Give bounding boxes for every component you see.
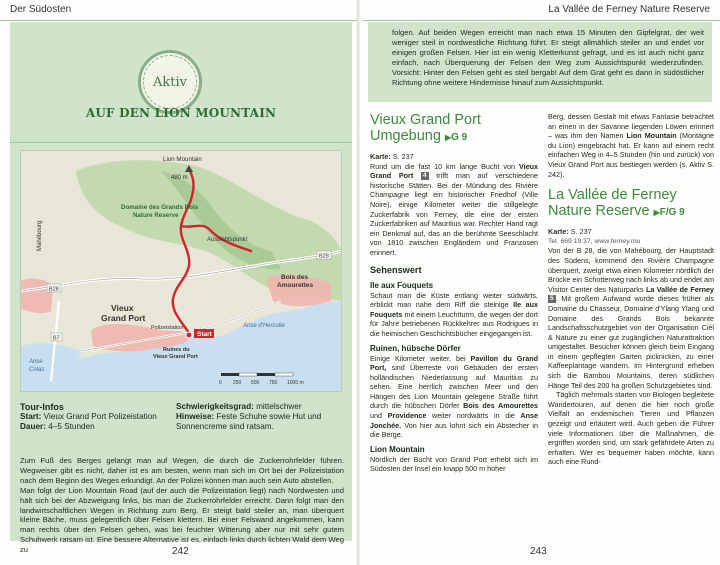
map-grid-reference	[654, 207, 685, 218]
heading-ile-aux-fouquets: Ile aux Fouquets	[370, 280, 434, 290]
tour-hints-label: Hinweise:	[176, 412, 215, 421]
paragraph-ferney-tours: Täglich mehrmals starten von Biologen begleitete Wandertouren, auf denen die hier noch große Vielfalt an endemischen Tieren und Pflanzen gezeigt und erläutert wird. Auch geben die Führer viele Informationen über die Maßnahmen, die ergriffen worden sind, um stark gefährdete Arten zu erhalten. Wer es bequemer haben möchte, kann auch eine Rund-	[548, 390, 714, 467]
right-column-1	[370, 112, 538, 474]
map-number-badge: 5	[550, 295, 554, 303]
triangle-right-icon: ▶	[653, 208, 660, 218]
tour-infos-col-1	[20, 402, 170, 432]
map-number-badge: 4	[422, 172, 427, 180]
map-scale-500: 500	[251, 380, 260, 386]
paragraph-lion-continued: Berg, dessen Gestalt mit etwas Fantasie betrachtet an einen in der Savanne liegenden Löwen erinnert – was ihm den Namen Lion Mountain (Montagne du Lion) eingebracht hat. Er kann auf einem recht einfachen Weg in 4–5 Stunden (hin und zurück) von Vieux Grand Port aus bestiegen werden (s. Aktiv S. 242).	[548, 112, 715, 179]
section-title-text: La Vallée de Ferney Nature Reserve	[548, 187, 677, 220]
tour-dauer-row	[20, 422, 170, 432]
map-label-start: Start	[197, 331, 212, 338]
tour-hints-value: Feste Schuhe sowie Hut und Sonnencreme sind ratsam.	[176, 412, 322, 431]
map-label-aussichtspunkt: Aussichtspunkt	[207, 237, 248, 243]
aktiv-badge-label: Aktiv	[143, 55, 197, 109]
left-page-number: 242	[172, 546, 189, 557]
left-running-head: Der Südosten	[10, 4, 72, 15]
tour-start-label: Start:	[20, 412, 42, 421]
aktiv-divider	[10, 142, 352, 143]
karte-label: Karte:	[548, 227, 569, 237]
tour-infos-heading: Tour-Infos	[20, 402, 64, 412]
paragraph-fouquets: Schaut man die Küste entlang weiter südwärts, erblickt man nahe dem Riff die steinige Ile aux Fouquets mit einem Leuchtturm, die wegen der dort für Jahre betriebenen Rückkehrer aus Rodrigues in die heimischen Geschichtsbücher eingegangen ist.	[370, 290, 539, 338]
aktiv-paragraph: Zum Fuß des Berges gelangt man auf Wegen, die durch die Zuckerrohrfelder führen. Wegweiser gibt es nicht, daher ist es am besten, wenn man sich im Ort bei der Polizeistation nach dem Beginn des Weges erkundigt. An der Polizei können man auch sein Auto abstellen.	[20, 456, 344, 485]
section-title-vieux-grand-port	[370, 112, 538, 146]
intro-paragraph: Rund um die fast 10 km lange Bucht von Vieux Grand Port 4 trifft man auf verschiedene historische Stätten. Bei der Mündung des Rivière Champagne liegt ein historischer Friedhof (Ville Noire), einige Kilometer weiter die stillgelegte Zuckerfabrik von Ferney, die eine der ersten Zuckerfabriken auf Mauritius war. Rechter Hand ragt ein Denkmal auf, das an die berühmte Seeschlacht von 1810 zwischen Engländern und Franzosen erinnert.	[370, 161, 538, 257]
hiking-map-svg	[21, 151, 342, 392]
map-reference-line	[548, 227, 714, 237]
triangle-right-icon: ▶	[444, 133, 452, 142]
map-label-reserve-line1: Domaine des Grands Bois	[121, 204, 199, 211]
map-scale-0: 0	[219, 380, 222, 386]
map-label-reserve-line2: Nature Reserve	[133, 212, 179, 219]
right-head-rule	[363, 20, 720, 21]
grid-ref-text: G 9	[451, 132, 468, 143]
map-label-lion-mountain: Lion Mountain	[163, 156, 202, 163]
heading-sehenswert: Sehenswert	[370, 264, 422, 275]
map-label-b7: B7	[53, 335, 60, 342]
map-label-elevation: 480 m	[171, 175, 188, 181]
map-scale-250: 250	[233, 380, 242, 386]
aktiv-title: AUF DEN LION MOUNTAIN	[85, 106, 277, 120]
grid-ref-text: F/G 9	[659, 207, 685, 219]
map-label-ruines: Ruines du Vieux Grand Port	[153, 347, 198, 360]
right-running-head: La Vallée de Ferney Nature Reserve	[548, 4, 710, 15]
hiking-map	[20, 150, 342, 392]
right-page	[360, 0, 720, 565]
tour-difficulty-value: mittelschwer	[256, 402, 302, 411]
section-title-text: Vieux Grand Port Umgebung	[370, 112, 481, 144]
paragraph-lion-mountain: Nördlich der Bucht von Grand Port erhebt sich im Südosten der Insel ein knapp 500 m hoher	[370, 454, 538, 474]
map-reference-line	[370, 152, 538, 162]
aktiv-badge	[138, 50, 202, 114]
karte-label: Karte:	[370, 152, 391, 161]
aktiv-continuation-box: folgen. Auf beiden Wegen erreicht man nach etwa 15 Minuten den Gipfelgrat, der weit weniger steil in nordwestliche Richtung führt. Er steigt allmählich steiler an und endet vor einigen großen Felsen. Hier ist ein wenig Kletterkunst gefragt, und es ist auch nicht ganz einfach, nach Überquerung der Felsen den Weg zum Aussichtspunkt wiederzufinden. Vorsicht: Hinter den Felsen geht es steil bergab! Auf dem Grat geht es dann in südöstlicher Richtung ohne weitere Hindernisse hinauf zum Aussichtspunkt.	[368, 22, 712, 102]
tour-infos-col-2	[176, 402, 346, 432]
aktiv-body-text	[20, 456, 344, 555]
section-title-ferney	[548, 187, 714, 221]
tour-difficulty-label: Schwierigkeitsgrad:	[176, 402, 254, 411]
map-scale-750: 750	[269, 380, 278, 386]
paragraph-ruinen: Einige Kilometer weiter, bei Pavillon du Grand Port, sind Überreste von Gebäuden der ersten holländischen Niederlassung auf Mauritius zu sehen. Eine herrlich zwischen Meer und den Hängen des Lion Mountain gelegene Straße führt durch die hübschen Dörfer Bois des Amourettes und Providence weiter nordwärts in die Anse Jonchée. Von hier aus lohnt sich ein Abstecher in die Berge.	[370, 353, 538, 440]
map-label-anse-colas: Anse Colas	[29, 359, 45, 373]
map-label-vieux-grand-port: Vieux Grand Port	[101, 303, 146, 323]
tour-hints-row	[176, 412, 346, 432]
left-head-rule	[0, 20, 357, 21]
tour-dauer-label: Dauer:	[20, 422, 46, 431]
heading-ruinen: Ruinen, hübsche Dörfer	[370, 343, 461, 353]
tour-start-row	[20, 412, 170, 422]
map-label-polizeistation: Polizeistation	[151, 325, 184, 331]
right-column-2	[548, 112, 714, 467]
map-label-anse-herculie: Anse d'Herculie	[243, 323, 285, 329]
map-label-b28-b: B28	[319, 253, 329, 260]
map-grid-reference	[445, 132, 467, 143]
karte-value: S. 237	[570, 227, 592, 237]
map-label-bois-amourettes: Bois des Amourettes	[277, 274, 314, 289]
right-page-number: 243	[530, 546, 547, 557]
map-label-mahebourg: Mahébourg	[37, 220, 43, 251]
contact-line: Tel. 669 19 37, www.ferney.mu	[548, 237, 641, 245]
heading-lion-mountain: Lion Mountain	[370, 444, 425, 454]
karte-value: S. 237	[392, 152, 414, 161]
paragraph-ferney: Von der B 28, die von Mahébourg, der Hauptstadt des Südens, kommend den Rivière Champagne überquert, zweigt etwa einen Kilometer nördlich der Brücke ein Schotterweg nach links ab und endet am Visitor Center des Naturparks La Vallée de Ferney 5 . Mit großem Aufwand wurde dieses früher als Domaine du Chasseur, Domaine d'Ylang Ylang und Domaine des Grands Bois bekannte Landschaftsschutzgebiet von der Organisation Ciél & Nature zu einer gut zugänglichen Naturattraktion umgestaltet. Besucher können gleich beim Eingang in einem gepflegten Garten picknicken, zu einer Kaffeeplantage wandern. Im Hintergrund erheben sich die Bambou Mountains, deren südlichen Hänge Teil des 200 ha großen Schutzgebietes sind.	[548, 246, 714, 390]
map-label-b28-a: B28	[49, 286, 59, 293]
tour-difficulty-row	[176, 402, 346, 412]
tour-dauer-value: 4–5 Stunden	[48, 422, 95, 431]
map-town-mahebourg	[21, 279, 53, 314]
map-scale-1000: 1000 m	[287, 380, 304, 386]
tour-start-value: Vieux Grand Port Polizeistation	[43, 412, 157, 421]
map-start-marker	[186, 332, 192, 338]
aktiv-paragraph: Man folgt der Lion Mountain Road (auf der auch die Polizeistation liegt) nach Nordwesten und hält sich bei der Abzweigung links, bis man die Zuckerrohrfelder erreicht. Dann folgt man den landwirtschaftlichen Wegen in Richtung zum Berg. Er steigt bald steiler an, man überquert kleine Bäche, muss gelegentlich über Felsen klettern. Bei einer Felswand angekommen, kann man rechts über den Felsen gehen, was bei feuchter Witterung aber nur mit sehr gutem Schuhwerk ratsam ist. Eine bessere Alternative ist es, einfach links durch lichten Wald dem Weg zu	[20, 485, 344, 555]
